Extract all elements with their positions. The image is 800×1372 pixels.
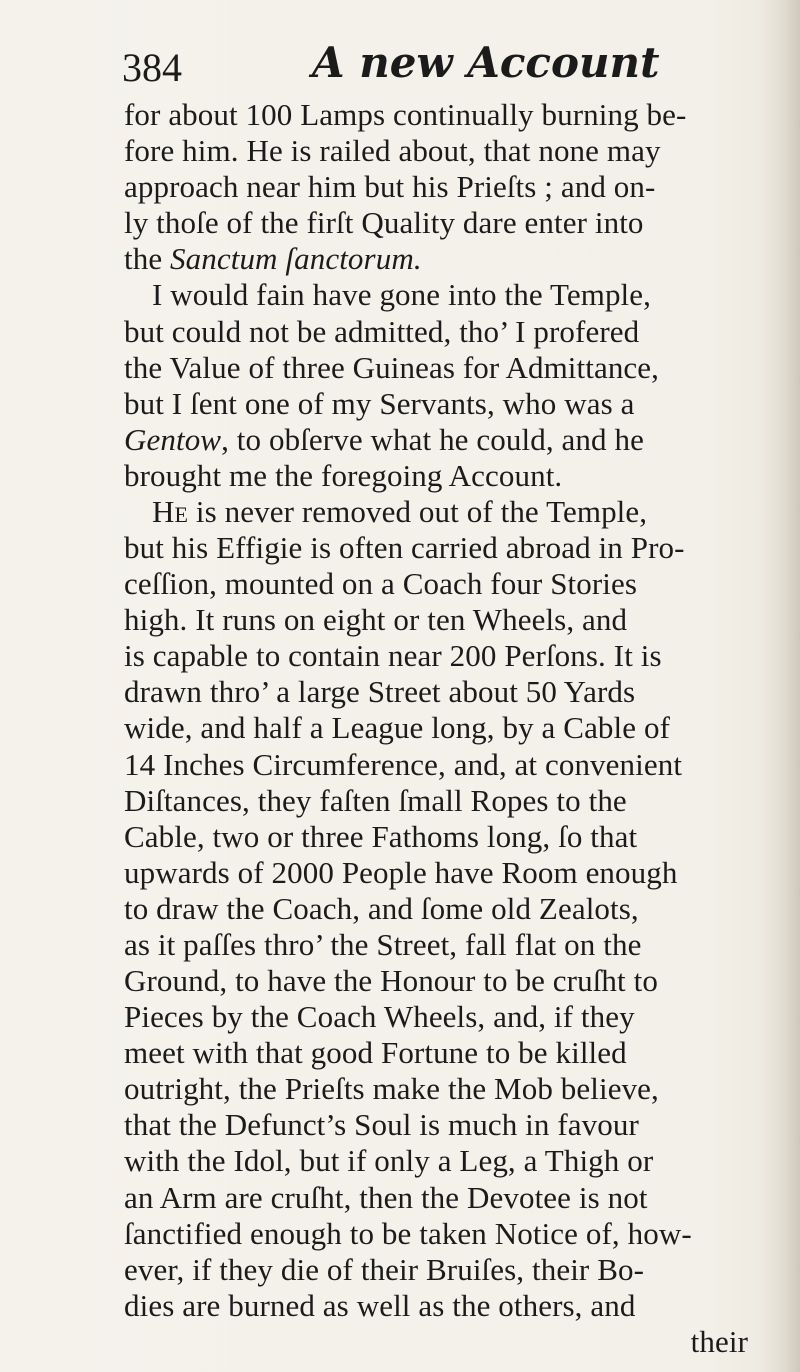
- page-number: 384: [122, 45, 182, 90]
- italic-word: Gentow: [124, 421, 222, 457]
- running-head: [122, 38, 682, 90]
- text-line: ceſſion, mounted on a Coach four Stories: [124, 566, 638, 602]
- page-edge-shadow: [760, 0, 800, 1372]
- text-line: outright, the Prieſts make the Mob believe,: [124, 1071, 659, 1107]
- text-line: Pieces by the Coach Wheels, and, if they: [124, 999, 635, 1035]
- text-line: approach near him but his Prieſts ; and on-: [124, 169, 656, 205]
- text-line: Ground, to have the Honour to be cruſht to: [124, 963, 658, 999]
- text-line: drawn thro’ a large Street about 50 Yards: [124, 674, 636, 710]
- text-line: 14 Inches Circumference, and, at convenient: [124, 746, 683, 782]
- text-line: that the Defunct’s Soul is much in favour: [124, 1107, 639, 1143]
- text-line: is capable to contain near 200 Perſons. It is: [124, 638, 662, 674]
- text-line: ever, if they die of their Bruiſes, their Bo-: [124, 1251, 645, 1287]
- text-line: the Sanctum ſanctorum.: [124, 241, 422, 277]
- text-line: their: [690, 1323, 748, 1359]
- text-line: He is never removed out of the Temple,: [152, 493, 648, 529]
- latin-phrase: Sanctum ſanctorum.: [170, 241, 422, 277]
- text-line: ſanctified enough to be taken Notice of, how-: [124, 1215, 692, 1251]
- text-line: to draw the Coach, and ſome old Zealots,: [124, 890, 639, 926]
- text-line: but I ſent one of my Servants, who was a: [124, 385, 635, 421]
- text-line: high. It runs on eight or ten Wheels, and: [124, 602, 628, 638]
- text-line: I would fain have gone into the Temple,: [152, 277, 651, 313]
- text-line: meet with that good Fortune to be killed: [124, 1035, 627, 1071]
- text-line: Gentow, to obſerve what he could, and he: [124, 421, 644, 457]
- text-line: Diſtances, they faſten ſmall Ropes to the: [124, 782, 627, 818]
- text-line: an Arm are cruſht, then the Devotee is not: [124, 1179, 648, 1215]
- text-line: as it paſſes thro’ the Street, fall flat on the: [124, 926, 642, 962]
- text-line: for about 100 Lamps continually burning be-: [124, 97, 687, 132]
- text-line: Cable, two or three Fathoms long, ſo that: [124, 818, 638, 854]
- text-line: but could not be admitted, tho’ I profered: [124, 313, 640, 349]
- text-line: brought me the foregoing Account.: [124, 457, 563, 493]
- text-line: but his Effigie is often carried abroad in Pro-: [124, 530, 685, 566]
- text-line: upwards of 2000 People have Room enough: [124, 854, 678, 890]
- text-line: the Value of three Guineas for Admittance,: [124, 349, 660, 385]
- text-line: wide, and half a League long, by a Cable of: [124, 710, 671, 746]
- text-line: ly thoſe of the firſt Quality dare enter into: [124, 205, 644, 241]
- small-caps-word: He: [152, 493, 189, 529]
- text-line: dies are burned as well as the others, and: [124, 1287, 636, 1323]
- text-line: fore him. He is railed about, that none may: [124, 133, 661, 169]
- running-title: A new Account: [312, 38, 660, 87]
- text-line: with the Idol, but if only a Leg, a Thigh or: [124, 1143, 654, 1179]
